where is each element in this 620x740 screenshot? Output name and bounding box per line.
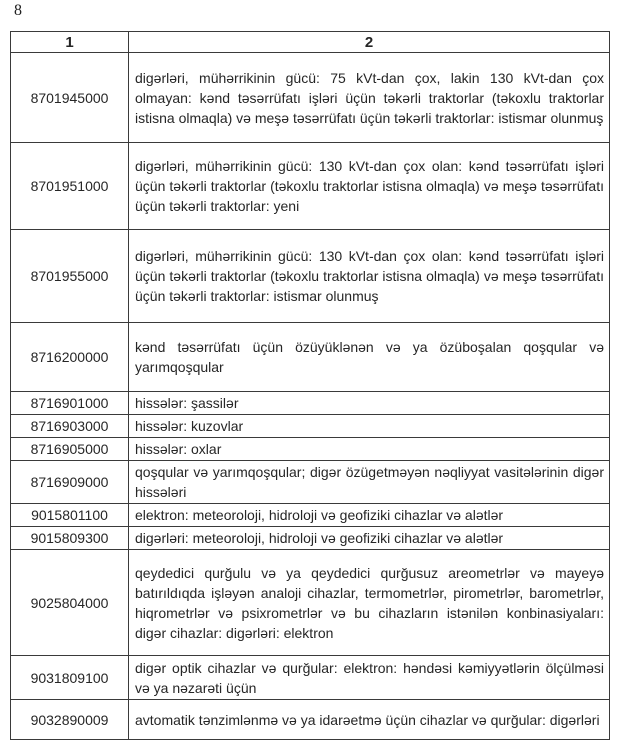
- table-row: [11, 527, 610, 550]
- description-cell: hissələr: kuzovlar: [129, 415, 610, 438]
- table-header-row: [11, 32, 610, 53]
- description-cell: qeydedici qurğulu və ya qeydedici qurğusuz areometrlər və mayeyə batırıldıqda işləyən analoji cihazlar, termometrlər, pirometrlər, barometrlər, hiqrometrlər və psixrometrlər və bu cihazların istənilən konbinasiyaları: digər cihazlar: digərləri: elektron: [129, 550, 610, 656]
- description-cell: avtomatik tənzimlənmə və ya idarəetmə üçün cihazlar və qurğular: digərləri: [129, 700, 610, 740]
- tariff-code-table: [10, 31, 610, 740]
- description-cell: digər optik cihazlar və qurğular: elektron: həndəsi kəmiyyətlərin ölçülməsi və ya nəzarəti üçün: [129, 656, 610, 700]
- page-number: 8: [14, 2, 22, 19]
- column-header-description: 2: [129, 32, 610, 53]
- code-cell: 9015801100: [11, 504, 129, 527]
- description-cell: digərləri: meteoroloji, hidroloji və geofiziki cihazlar və alətlər: [129, 527, 610, 550]
- description-cell: digərləri, mühərrikinin gücü: 130 kVt-dan çox olan: kənd təsərrüfatı işləri üçün təkərli traktorlar (təkoxlu traktorlar istisna olmaqla) və meşə təsərrüfatı üçün təkərli traktorlar: yeni: [129, 143, 610, 230]
- code-cell: 9015809300: [11, 527, 129, 550]
- description-cell: hissələr: şassilər: [129, 392, 610, 415]
- table-row: [11, 323, 610, 392]
- code-cell: 8716909000: [11, 461, 129, 504]
- description-cell: elektron: meteoroloji, hidroloji və geofiziki cihazlar və alətlər: [129, 504, 610, 527]
- table-row: [11, 53, 610, 143]
- column-header-code: 1: [11, 32, 129, 53]
- table-row: [11, 550, 610, 656]
- code-cell: 9025804000: [11, 550, 129, 656]
- description-cell: digərləri, mühərrikinin gücü: 75 kVt-dan çox, lakin 130 kVt-dan çox olmayan: kənd təsərrüfatı işləri üçün təkərli traktorlar (təkoxlu traktorlar istisna olmaqla) və meşə təsərrüfatı üçün təkərli traktorlar: istismar olunmuş: [129, 53, 610, 143]
- table-row: [11, 504, 610, 527]
- table-row: [11, 438, 610, 461]
- code-cell: 8716200000: [11, 323, 129, 392]
- code-cell: 9032890009: [11, 700, 129, 740]
- table-row: [11, 392, 610, 415]
- code-cell: 8716901000: [11, 392, 129, 415]
- code-cell: 8716903000: [11, 415, 129, 438]
- description-cell: hissələr: oxlar: [129, 438, 610, 461]
- table-row: [11, 143, 610, 230]
- description-cell: qoşqular və yarımqoşqular; digər özügetməyən nəqliyyat vasitələrinin digər hissələri: [129, 461, 610, 504]
- table-row: [11, 700, 610, 740]
- code-cell: 8701951000: [11, 143, 129, 230]
- code-cell: 8701945000: [11, 53, 129, 143]
- code-cell: 8701955000: [11, 230, 129, 323]
- table-row: [11, 415, 610, 438]
- code-cell: 9031809100: [11, 656, 129, 700]
- code-cell: 8716905000: [11, 438, 129, 461]
- table-row: [11, 461, 610, 504]
- description-cell: digərləri, mühərrikinin gücü: 130 kVt-dan çox olan: kənd təsərrüfatı işləri üçün təkərli traktorlar (təkoxlu traktorlar istisna olmaqla) və meşə təsərrüfatı üçün təkərli traktorlar: istismar olunmuş: [129, 230, 610, 323]
- description-cell: kənd təsərrüfatı üçün özüyüklənən və ya özüboşalan qoşqular və yarımqoşqular: [129, 323, 610, 392]
- table-row: [11, 230, 610, 323]
- table-row: [11, 656, 610, 700]
